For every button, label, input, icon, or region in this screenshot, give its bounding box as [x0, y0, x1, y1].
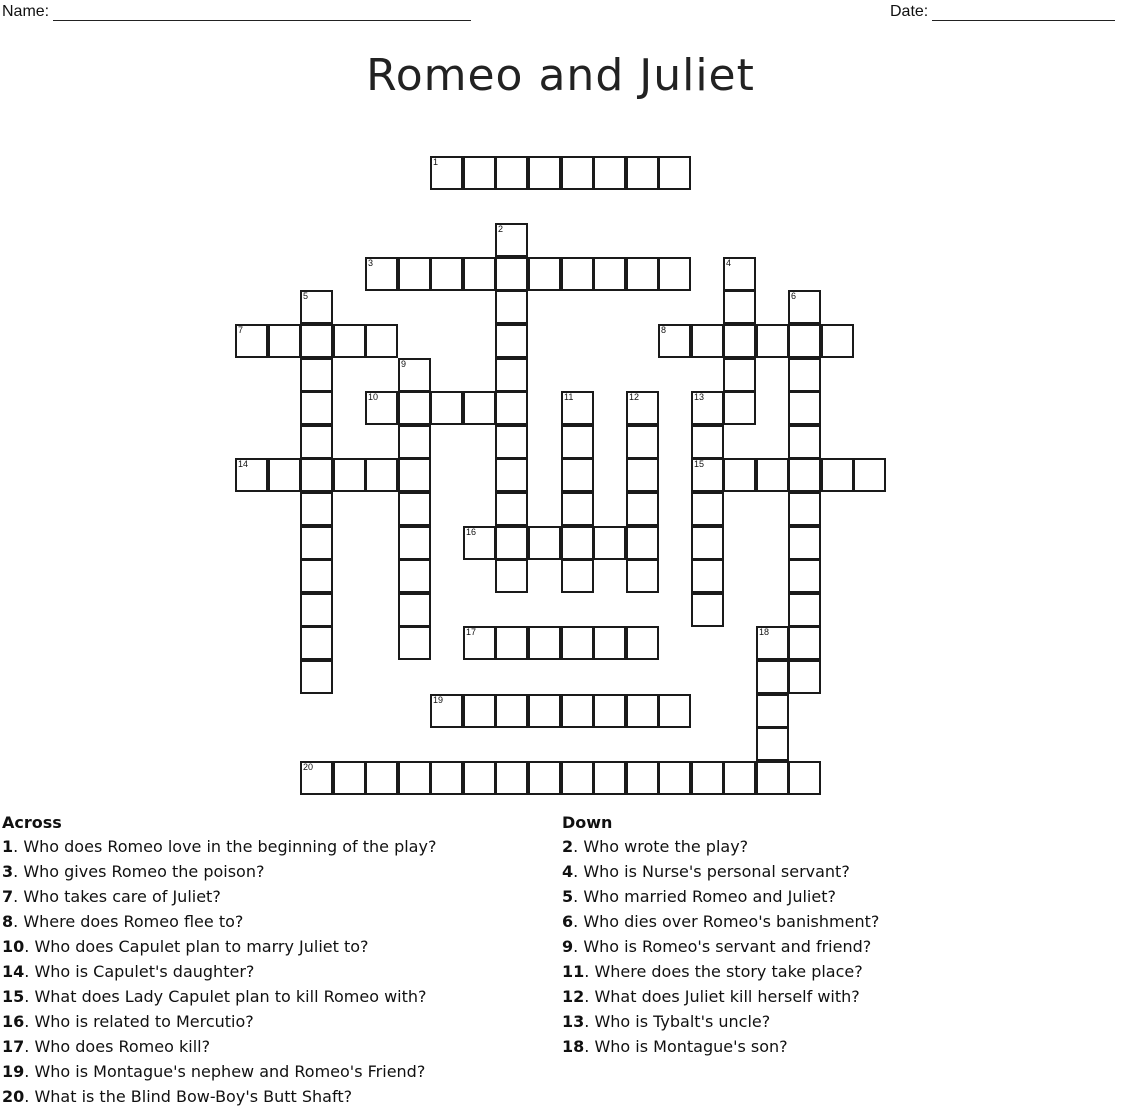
clue-number: 7 [2, 887, 14, 906]
clue-separator: . [13, 912, 24, 931]
clue-separator: . [24, 1062, 35, 1081]
grid-cell[interactable] [463, 156, 496, 190]
grid-cell[interactable] [495, 156, 528, 190]
clue-number: 12 [562, 987, 585, 1006]
clue-text: Who dies over Romeo's banishment? [583, 912, 880, 931]
grid-cell[interactable] [528, 156, 561, 190]
grid-cell[interactable] [300, 324, 333, 358]
grid-cell[interactable] [398, 257, 431, 291]
grid-cell[interactable] [788, 458, 821, 492]
across-clue [2, 984, 436, 1009]
cell-number: 3 [368, 258, 374, 268]
grid-cell[interactable] [593, 526, 626, 560]
clue-text: Who is Capulet's daughter? [34, 962, 255, 981]
grid-cell[interactable] [333, 324, 366, 358]
grid-cell[interactable] [723, 458, 756, 492]
cell-number: 9 [401, 359, 407, 369]
down-clue [562, 884, 879, 909]
grid-cell[interactable] [626, 156, 659, 190]
clue-text: Who does Romeo kill? [34, 1037, 211, 1056]
cell-number: 7 [238, 325, 244, 335]
clue-number: 14 [2, 962, 25, 981]
grid-cell[interactable] [691, 324, 724, 358]
grid-cell[interactable] [365, 761, 398, 795]
clue-separator: . [584, 1037, 595, 1056]
grid-cell[interactable] [626, 458, 659, 492]
clue-number: 18 [562, 1037, 585, 1056]
grid-cell[interactable] [788, 324, 821, 358]
grid-cell[interactable] [658, 257, 691, 291]
grid-cell[interactable] [788, 391, 821, 425]
clue-number: 20 [2, 1087, 25, 1106]
clue-separator: . [24, 1087, 35, 1106]
grid-cell[interactable] [788, 492, 821, 526]
grid-cell[interactable] [691, 526, 724, 560]
grid-cell[interactable] [756, 660, 789, 694]
cell-number: 16 [466, 527, 477, 537]
grid-cell[interactable] [723, 358, 756, 392]
grid-cell[interactable] [430, 391, 463, 425]
clue-text: Who is related to Mercutio? [34, 1012, 254, 1031]
clue-separator: . [13, 887, 24, 906]
grid-cell[interactable] [756, 626, 789, 660]
grid-cell[interactable] [626, 526, 659, 560]
grid-cell[interactable] [528, 526, 561, 560]
cell-number: 4 [726, 258, 732, 268]
grid-cell[interactable] [626, 425, 659, 459]
clue-text: Who gives Romeo the poison? [23, 862, 265, 881]
grid-cell[interactable] [626, 257, 659, 291]
down-clue [562, 984, 879, 1009]
grid-cell[interactable] [430, 257, 463, 291]
grid-cell[interactable] [398, 761, 431, 795]
cell-number: 1 [433, 157, 439, 167]
cell-number: 6 [791, 291, 797, 301]
down-clue [562, 1034, 879, 1059]
down-clues [562, 812, 879, 1059]
grid-cell[interactable] [300, 660, 333, 694]
cell-number: 11 [564, 392, 574, 402]
grid-cell[interactable] [788, 660, 821, 694]
grid-cell[interactable] [463, 761, 496, 795]
across-clues [2, 812, 436, 1109]
grid-cell[interactable] [268, 324, 301, 358]
grid-cell[interactable] [561, 391, 594, 425]
clue-number: 9 [562, 937, 574, 956]
grid-cell[interactable] [495, 358, 528, 392]
clue-separator: . [573, 887, 584, 906]
clue-text: Who is Montague's nephew and Romeo's Friend? [34, 1062, 426, 1081]
grid-cell[interactable] [593, 694, 626, 728]
clue-separator: . [584, 962, 595, 981]
clue-separator: . [24, 987, 35, 1006]
grid-cell[interactable] [691, 593, 724, 627]
grid-cell[interactable] [788, 425, 821, 459]
grid-cell[interactable] [430, 694, 463, 728]
grid-cell[interactable] [495, 257, 528, 291]
page-title: Romeo and Juliet [366, 50, 755, 101]
clue-text: Where does Romeo flee to? [23, 912, 244, 931]
cell-number: 8 [661, 325, 667, 335]
clue-number: 6 [562, 912, 574, 931]
grid-cell[interactable] [756, 694, 789, 728]
grid-cell[interactable] [398, 425, 431, 459]
grid-cell[interactable] [626, 559, 659, 593]
clue-number: 16 [2, 1012, 25, 1031]
grid-cell[interactable] [561, 257, 594, 291]
grid-cell[interactable] [365, 391, 398, 425]
clue-number: 8 [2, 912, 14, 931]
grid-cell[interactable] [821, 324, 854, 358]
down-clue [562, 909, 879, 934]
clue-text: Where does the story take place? [594, 962, 863, 981]
grid-cell[interactable] [788, 526, 821, 560]
grid-cell[interactable] [300, 559, 333, 593]
grid-cell[interactable] [463, 694, 496, 728]
grid-cell[interactable] [561, 492, 594, 526]
grid-cell[interactable] [658, 324, 691, 358]
grid-cell[interactable] [300, 761, 333, 795]
grid-cell[interactable] [691, 761, 724, 795]
grid-cell[interactable] [561, 694, 594, 728]
name-label: Name: [2, 3, 50, 20]
down-clue [562, 959, 879, 984]
grid-cell[interactable] [398, 593, 431, 627]
grid-cell[interactable] [788, 559, 821, 593]
clue-separator: . [573, 937, 584, 956]
clue-text: Who married Romeo and Juliet? [583, 887, 836, 906]
grid-cell[interactable] [495, 324, 528, 358]
grid-cell[interactable] [528, 626, 561, 660]
grid-cell[interactable] [495, 559, 528, 593]
grid-cell[interactable] [235, 458, 268, 492]
grid-cell[interactable] [756, 761, 789, 795]
grid-cell[interactable] [723, 290, 756, 324]
grid-cell[interactable] [723, 761, 756, 795]
across-clue [2, 859, 436, 884]
date-label: Date: [890, 3, 929, 20]
across-clue [2, 1059, 436, 1084]
grid-cell[interactable] [723, 391, 756, 425]
cell-number: 12 [629, 392, 640, 402]
grid-cell[interactable] [593, 626, 626, 660]
down-heading: Down [562, 813, 613, 832]
grid-cell[interactable] [626, 391, 659, 425]
grid-cell[interactable] [626, 492, 659, 526]
grid-cell[interactable] [300, 626, 333, 660]
grid-cell[interactable] [365, 324, 398, 358]
grid-cell[interactable] [398, 391, 431, 425]
grid-cell[interactable] [300, 526, 333, 560]
grid-cell[interactable] [495, 290, 528, 324]
clue-number: 5 [562, 887, 574, 906]
clue-text: Who is Tybalt's uncle? [594, 1012, 771, 1031]
clue-text: What does Juliet kill herself with? [594, 987, 860, 1006]
clue-number: 15 [2, 987, 25, 1006]
grid-cell[interactable] [658, 761, 691, 795]
grid-cell[interactable] [365, 458, 398, 492]
grid-cell[interactable] [300, 593, 333, 627]
clue-text: Who wrote the play? [583, 837, 749, 856]
grid-cell[interactable] [495, 223, 528, 257]
grid-cell[interactable] [333, 761, 366, 795]
cell-number: 19 [433, 695, 444, 705]
cell-number: 15 [694, 459, 705, 469]
across-clue [2, 934, 436, 959]
grid-cell[interactable] [398, 626, 431, 660]
cell-number: 2 [498, 224, 504, 234]
clue-number: 19 [2, 1062, 25, 1081]
cell-number: 14 [238, 459, 249, 469]
grid-cell[interactable] [561, 559, 594, 593]
grid-cell[interactable] [398, 526, 431, 560]
clue-separator: . [24, 962, 35, 981]
across-clue [2, 959, 436, 984]
clue-separator: . [13, 862, 24, 881]
grid-cell[interactable] [756, 458, 789, 492]
grid-cell[interactable] [528, 257, 561, 291]
grid-cell[interactable] [691, 425, 724, 459]
clue-separator: . [584, 987, 595, 1006]
down-clue [562, 859, 879, 884]
cell-number: 13 [694, 392, 705, 402]
grid-cell[interactable] [300, 425, 333, 459]
grid-cell[interactable] [561, 761, 594, 795]
clue-number: 4 [562, 862, 574, 881]
grid-cell[interactable] [853, 458, 886, 492]
grid-cell[interactable] [430, 156, 463, 190]
grid-cell[interactable] [300, 492, 333, 526]
grid-cell[interactable] [463, 626, 496, 660]
grid-cell[interactable] [398, 458, 431, 492]
across-clue [2, 1009, 436, 1034]
grid-cell[interactable] [593, 156, 626, 190]
grid-cell[interactable] [626, 694, 659, 728]
grid-cell[interactable] [626, 761, 659, 795]
grid-cell[interactable] [528, 694, 561, 728]
grid-cell[interactable] [398, 559, 431, 593]
grid-cell[interactable] [561, 458, 594, 492]
clue-separator: . [584, 1012, 595, 1031]
grid-cell[interactable] [300, 391, 333, 425]
grid-cell[interactable] [398, 492, 431, 526]
grid-cell[interactable] [528, 761, 561, 795]
grid-cell[interactable] [333, 458, 366, 492]
grid-cell[interactable] [463, 257, 496, 291]
across-clue [2, 1084, 436, 1109]
grid-cell[interactable] [495, 761, 528, 795]
grid-cell[interactable] [561, 156, 594, 190]
grid-cell[interactable] [300, 290, 333, 324]
clue-separator: . [573, 862, 584, 881]
clue-text: What is the Blind Bow-Boy's Butt Shaft? [34, 1087, 353, 1106]
grid-cell[interactable] [788, 761, 821, 795]
down-clue [562, 1009, 879, 1034]
clue-separator: . [24, 937, 35, 956]
down-clue [562, 934, 879, 959]
grid-cell[interactable] [691, 391, 724, 425]
clue-text: Who does Capulet plan to marry Juliet to? [34, 937, 369, 956]
grid-cell[interactable] [691, 458, 724, 492]
grid-cell[interactable] [626, 626, 659, 660]
grid-cell[interactable] [658, 694, 691, 728]
across-clue [2, 1034, 436, 1059]
grid-cell[interactable] [593, 761, 626, 795]
cell-number: 18 [759, 627, 770, 637]
clue-separator: . [24, 1012, 35, 1031]
clue-text: Who is Romeo's servant and friend? [583, 937, 872, 956]
clue-number: 1 [2, 837, 14, 856]
clue-text: Who does Romeo love in the beginning of the play? [23, 837, 437, 856]
grid-cell[interactable] [463, 391, 496, 425]
grid-cell[interactable] [756, 727, 789, 761]
grid-cell[interactable] [788, 593, 821, 627]
grid-cell[interactable] [365, 257, 398, 291]
grid-cell[interactable] [691, 492, 724, 526]
clue-separator: . [573, 912, 584, 931]
grid-cell[interactable] [561, 425, 594, 459]
grid-cell[interactable] [463, 526, 496, 560]
grid-cell[interactable] [495, 458, 528, 492]
cell-number: 5 [303, 291, 309, 301]
grid-cell[interactable] [430, 761, 463, 795]
across-clue [2, 909, 436, 934]
clue-separator: . [573, 837, 584, 856]
clue-number: 13 [562, 1012, 585, 1031]
grid-cell[interactable] [300, 458, 333, 492]
grid-cell[interactable] [691, 559, 724, 593]
grid-cell[interactable] [495, 425, 528, 459]
across-clue [2, 834, 436, 859]
clue-number: 2 [562, 837, 574, 856]
grid-cell[interactable] [723, 257, 756, 291]
grid-cell[interactable] [821, 458, 854, 492]
clue-number: 11 [562, 962, 585, 981]
down-list [562, 834, 879, 1059]
grid-cell[interactable] [593, 257, 626, 291]
cell-number: 10 [368, 392, 379, 402]
clue-text: Who takes care of Juliet? [23, 887, 221, 906]
grid-cell[interactable] [788, 290, 821, 324]
grid-cell[interactable] [268, 458, 301, 492]
grid-cell[interactable] [495, 492, 528, 526]
clue-separator: . [13, 837, 24, 856]
cell-number: 20 [303, 762, 314, 772]
grid-cell[interactable] [788, 626, 821, 660]
clue-text: Who is Montague's son? [594, 1037, 788, 1056]
grid-cell[interactable] [398, 358, 431, 392]
grid-cell[interactable] [788, 358, 821, 392]
grid-cell[interactable] [495, 626, 528, 660]
clue-text: Who is Nurse's personal servant? [583, 862, 850, 881]
across-heading: Across [2, 813, 62, 832]
grid-cell[interactable] [495, 391, 528, 425]
grid-cell[interactable] [658, 156, 691, 190]
cell-number: 17 [466, 627, 477, 637]
clue-number: 17 [2, 1037, 25, 1056]
grid-cell[interactable] [495, 694, 528, 728]
across-clue [2, 884, 436, 909]
down-clue [562, 834, 879, 859]
clue-number: 10 [2, 937, 25, 956]
grid-cell[interactable] [300, 358, 333, 392]
grid-cell[interactable] [235, 324, 268, 358]
clue-number: 3 [2, 862, 14, 881]
clue-separator: . [24, 1037, 35, 1056]
grid-cell[interactable] [561, 526, 594, 560]
grid-cell[interactable] [561, 626, 594, 660]
grid-cell[interactable] [495, 526, 528, 560]
across-list [2, 834, 436, 1109]
grid-cell[interactable] [756, 324, 789, 358]
clue-text: What does Lady Capulet plan to kill Romeo with? [34, 987, 427, 1006]
grid-cell[interactable] [723, 324, 756, 358]
